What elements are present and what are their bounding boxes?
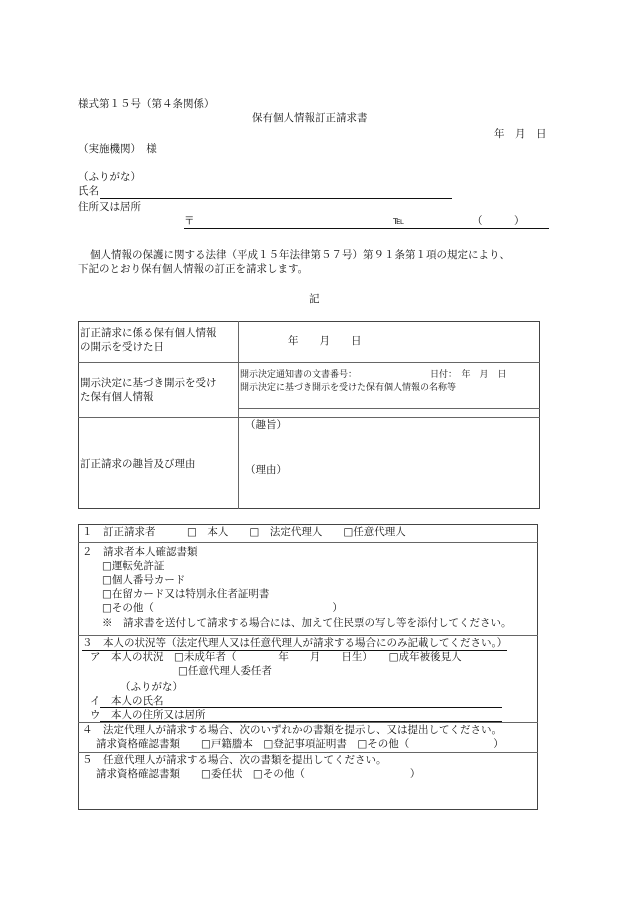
row3-label: 訂正請求の趣旨及び理由	[80, 458, 196, 470]
principal-status-options[interactable]: ア 本人の状況 □未成年者（ 年 月 日生） □成年被後見人	[90, 651, 462, 663]
table-row-divider	[78, 362, 540, 363]
institution-line: （実施機関） 様	[78, 143, 157, 155]
disclosure-date-field[interactable]: 年 月 日	[288, 335, 362, 347]
row2-label-2: た保有個人情報	[80, 391, 154, 403]
date-line: 年 月 日	[494, 128, 547, 140]
notice-date-field[interactable]: 日付： 年 月 日	[430, 370, 507, 380]
row1-label-1: 訂正請求に係る保有個人情報	[80, 327, 217, 339]
tel-mark: ℡	[393, 215, 405, 227]
principal-name-label: イ 本人の氏名	[90, 695, 164, 707]
id-documents-heading: ２ 請求者本人確認書類	[82, 546, 198, 558]
intro-line-2: 下記のとおり保有個人情報の訂正を請求します。	[78, 263, 309, 275]
furigana-label: （ふりがな）	[78, 171, 141, 183]
section-divider	[78, 542, 538, 543]
intro-line-1: 個人情報の保護に関する法律（平成１５年法律第５７号）第９１条第１項の規定により、	[90, 249, 510, 261]
principal-address-underline	[100, 721, 502, 722]
reason-field[interactable]: （理由）	[245, 464, 287, 476]
checkbox-other-id[interactable]: □その他（ ）	[102, 602, 343, 614]
row1-label-2: の開示を受けた日	[80, 341, 164, 353]
notice-doc-number-field[interactable]: 開示決定通知書の文書番号：	[240, 370, 358, 380]
tel-paren: （ ）	[472, 215, 525, 227]
purpose-field[interactable]: （趣旨）	[245, 419, 287, 431]
legal-agent-documents[interactable]: 請求資格確認書類 □戸籍謄本 □登記事項証明書 □その他（ ）	[96, 738, 504, 750]
requester-type-options[interactable]: １ 訂正請求者 □ 本人 □ 法定代理人 □任意代理人	[82, 526, 406, 538]
address-label: 住所又は居所	[78, 201, 141, 213]
table-row-divider	[78, 417, 540, 418]
voluntary-agent-heading: ５ 任意代理人が請求する場合、次の書類を提出してください。	[82, 754, 387, 766]
checkbox-drivers-license[interactable]: □運転免許証	[102, 560, 165, 572]
postal-mark: 〒	[184, 215, 195, 227]
section-divider	[78, 752, 538, 753]
voluntary-agent-documents[interactable]: 請求資格確認書類 □委任状 □その他（ ）	[96, 768, 421, 780]
checkbox-voluntary-principal[interactable]: □任意代理人委任者	[178, 665, 272, 677]
legal-agent-heading: ４ 法定代理人が請求する場合、次のいずれかの書類を提示し、又は提出してください。	[82, 724, 502, 736]
principal-furigana-label: （ふりがな）	[120, 681, 183, 693]
id-documents-note: ※ 請求書を送付して請求する場合には、加えて住民票の写し等を添付してください。	[102, 617, 512, 629]
table-inner-divider	[238, 408, 540, 409]
principal-address-label: ウ 本人の住所又は居所	[90, 709, 206, 721]
checkbox-residence-card[interactable]: □在留カード又は特別永住者証明書	[102, 588, 270, 600]
row2-label-1: 開示決定に基づき開示を受け	[80, 377, 217, 389]
disclosed-info-name-field[interactable]: 開示決定に基づき開示を受けた保有個人情報の名称等	[240, 383, 457, 393]
name-label: 氏名	[78, 185, 99, 197]
page-title: 保有個人情報訂正請求書	[252, 112, 368, 124]
table-col-divider	[238, 321, 239, 509]
principal-name-underline	[100, 707, 502, 708]
checkbox-my-number-card[interactable]: □個人番号カード	[102, 574, 186, 586]
ki-mark: 記	[309, 293, 320, 305]
section-divider	[78, 635, 538, 636]
section-divider	[78, 722, 538, 723]
address-underline	[184, 228, 549, 229]
name-underline	[100, 198, 452, 199]
form-number: 様式第１５号（第４条関係）	[78, 98, 215, 110]
principal-status-heading: ３ 本人の状況等（法定代理人又は任意代理人が請求する場合にのみ記載してください。）	[82, 637, 507, 651]
